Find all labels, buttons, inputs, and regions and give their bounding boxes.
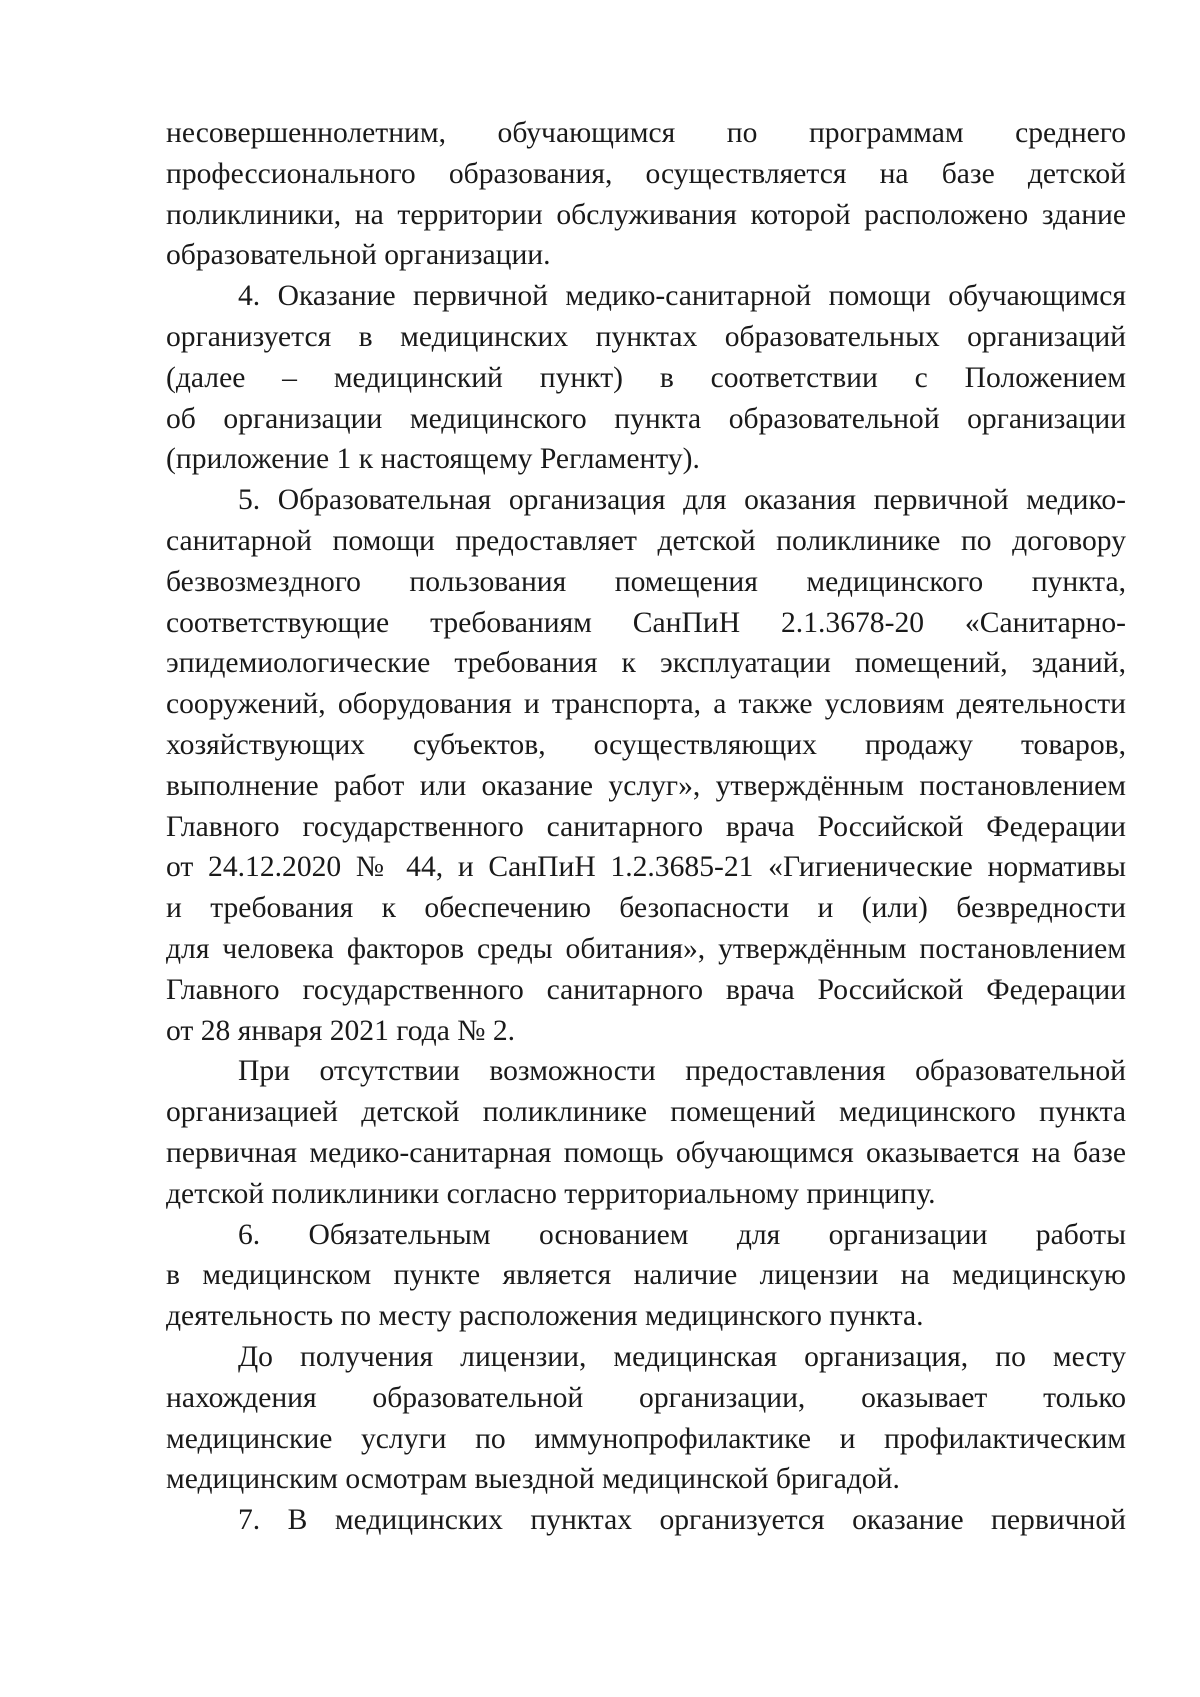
text-line: соответствующие требованиям СанПиН 2.1.3678-20 «Санитарно- <box>166 606 1126 639</box>
text-line: эпидемиологические требования к эксплуатации помещений, зданий, <box>166 647 1126 680</box>
text-line: До получения лицензии, медицинская организация, по месту <box>238 1340 1126 1373</box>
text-line: санитарной помощи предоставляет детской поликлинике по договору <box>166 524 1126 557</box>
text-line: медицинские услуги по иммунопрофилактике и профилактическим <box>166 1422 1126 1455</box>
text-line: нахождения образовательной организации, оказывает только <box>166 1381 1126 1414</box>
text-line: первичная медико-санитарная помощь обучающимся оказывается на базе <box>166 1136 1126 1169</box>
document-body <box>166 113 1126 1541</box>
text-line: деятельность по месту расположения медицинского пункта. <box>166 1300 924 1333</box>
text-line: хозяйствующих субъектов, осуществляющих продажу товаров, <box>166 728 1126 761</box>
text-line: Главного государственного санитарного врача Российской Федерации <box>166 810 1126 843</box>
text-line: 6. Обязательным основанием для организации работы <box>238 1218 1126 1251</box>
text-line: от 24.12.2020 № 44, и СанПиН 1.2.3685-21 «Гигиенические нормативы <box>166 851 1126 884</box>
text-line: выполнение работ или оказание услуг», утверждённым постановлением <box>166 769 1126 802</box>
text-line: 5. Образовательная организация для оказания первичной медико- <box>238 484 1126 517</box>
text-line: При отсутствии возможности предоставления образовательной <box>238 1055 1126 1088</box>
text-line: об организации медицинского пункта образовательной организации <box>166 402 1126 435</box>
paragraph-continuation <box>166 113 1126 276</box>
text-line: безвозмездного пользования помещения медицинского пункта, <box>166 565 1126 598</box>
text-line: организуется в медицинских пунктах образовательных организаций <box>166 320 1126 353</box>
text-line: и требования к обеспечению безопасности и (или) безвредности <box>166 892 1126 925</box>
paragraph-no-premises <box>166 1051 1126 1214</box>
text-line: (далее – медицинский пункт) в соответствии с Положением <box>166 361 1126 394</box>
text-line: сооружений, оборудования и транспорта, а также условиям деятельности <box>166 688 1126 721</box>
text-line: от 28 января 2021 года № 2. <box>166 1014 516 1047</box>
paragraph-item-5 <box>166 480 1126 1051</box>
text-line: 7. В медицинских пунктах организуется оказание первичной <box>238 1504 1126 1537</box>
text-line: несовершеннолетним, обучающимся по программам среднего <box>166 117 1126 149</box>
text-line: Главного государственного санитарного врача Российской Федерации <box>166 973 1126 1006</box>
text-line: для человека факторов среды обитания», утверждённым постановлением <box>166 932 1126 965</box>
text-line: организацией детской поликлинике помещений медицинского пункта <box>166 1096 1126 1129</box>
paragraph-item-7 <box>166 1500 1126 1541</box>
text-line: детской поликлиники согласно территориальному принципу. <box>166 1177 936 1210</box>
text-line: 4. Оказание первичной медико-санитарной помощи обучающимся <box>238 280 1126 313</box>
paragraph-item-6 <box>166 1215 1126 1337</box>
text-line: образовательной организации. <box>166 239 551 272</box>
text-line: медицинским осмотрам выездной медицинской бригадой. <box>166 1463 900 1496</box>
paragraph-before-license <box>166 1337 1126 1500</box>
paragraph-item-4 <box>166 276 1126 480</box>
text-line: (приложение 1 к настоящему Регламенту). <box>166 443 700 476</box>
text-line: поликлиники, на территории обслуживания которой расположено здание <box>166 198 1126 231</box>
text-line: профессионального образования, осуществляется на базе детской <box>166 157 1126 190</box>
text-line: в медицинском пункте является наличие лицензии на медицинскую <box>166 1259 1126 1292</box>
